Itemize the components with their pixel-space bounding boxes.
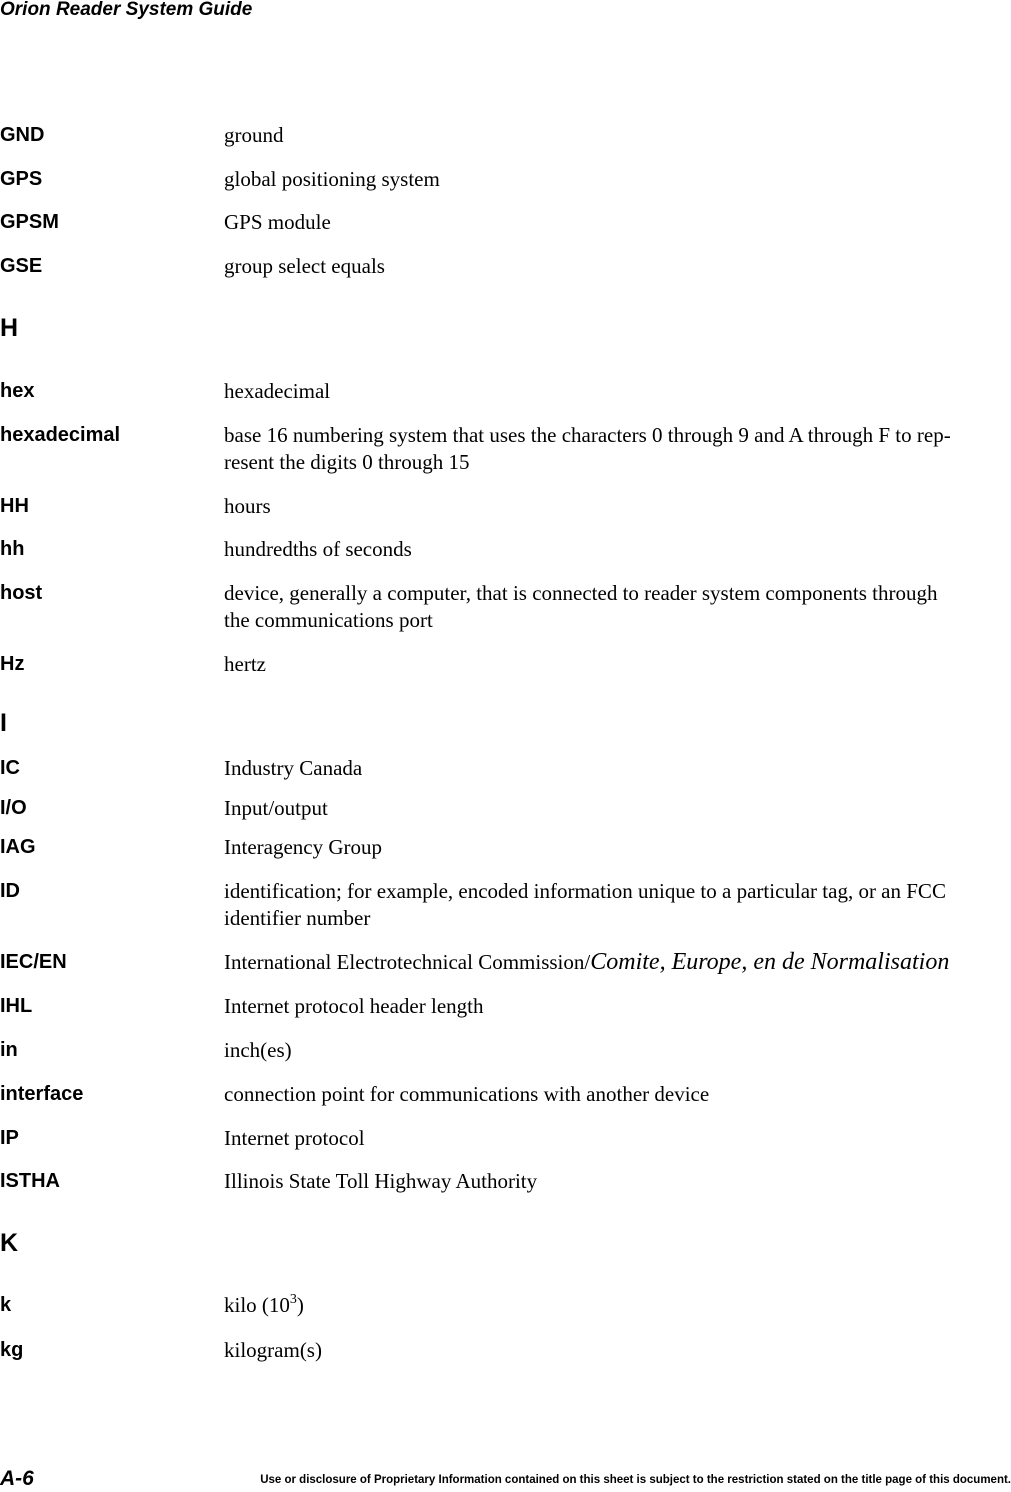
glossary-term: k [0, 1294, 12, 1316]
glossary-term: host [0, 582, 43, 604]
glossary-term: GSE [0, 255, 43, 277]
glossary-term: IEC/EN [0, 951, 67, 973]
glossary-definition: hundredths of seconds [224, 537, 412, 561]
glossary-term: I/O [0, 797, 27, 819]
glossary-definition: connection point for communications with another device [224, 1082, 710, 1106]
glossary-definition: Input/output [224, 796, 328, 820]
glossary-term: hh [0, 538, 25, 560]
glossary-term: hexadecimal [0, 424, 121, 446]
glossary-term: interface [0, 1083, 84, 1105]
glossary-term: IP [0, 1127, 19, 1149]
glossary-definition [224, 1292, 1011, 1319]
section-heading-k: K [0, 1229, 19, 1257]
glossary-definition: base 16 numbering system that uses the characters 0 through 9 and A through F to rep- resent the digits 0 through 15 [224, 423, 951, 474]
glossary-term: IHL [0, 995, 33, 1017]
glossary-term: hex [0, 380, 35, 402]
glossary-definition: Industry Canada [224, 756, 363, 780]
glossary-term: IAG [0, 836, 36, 858]
definition-superscript: 3 [289, 1292, 297, 1307]
definition-text: kilo (10 [224, 1293, 290, 1317]
definition-text: International Electrotechnical Commission/ [224, 950, 591, 974]
glossary-definition: hexadecimal [224, 379, 331, 403]
glossary-definition: global positioning system [224, 167, 440, 191]
glossary-definition: inch(es) [224, 1038, 292, 1062]
glossary-term: ISTHA [0, 1170, 60, 1192]
glossary-term: kg [0, 1339, 24, 1361]
glossary-term: HH [0, 495, 29, 517]
glossary-term: IC [0, 757, 20, 779]
section-heading-i: I [0, 709, 7, 737]
glossary-term: GPS [0, 168, 43, 190]
section-heading-h: H [0, 314, 19, 342]
glossary-term: GPSM [0, 211, 59, 233]
definition-suffix: ) [296, 1293, 304, 1317]
glossary-term: Hz [0, 653, 25, 675]
glossary-definition: hertz [224, 652, 266, 676]
glossary-term: ID [0, 880, 20, 902]
glossary-definition: GPS module [224, 210, 331, 234]
glossary-definition [224, 949, 1011, 976]
page-number: A-6 [0, 1467, 34, 1490]
glossary-definition: Illinois State Toll Highway Authority [224, 1169, 538, 1193]
glossary-term: in [0, 1039, 18, 1061]
glossary-definition: kilogram(s) [224, 1338, 322, 1362]
glossary-definition: group select equals [224, 254, 385, 278]
proprietary-notice: Use or disclosure of Proprietary Information contained on this sheet is subject to the restriction stated on the title page of this document. [260, 1474, 1011, 1486]
glossary-definition: hours [224, 494, 271, 518]
glossary-definition: ground [224, 123, 284, 147]
glossary-definition: Interagency Group [224, 835, 383, 859]
glossary-term: GND [0, 124, 45, 146]
glossary-definition: Internet protocol [224, 1126, 365, 1150]
glossary-definition: identification; for example, encoded information unique to a particular tag, or an FCC identifier number [224, 879, 946, 930]
page-header-title: Orion Reader System Guide [0, 0, 253, 20]
glossary-definition: device, generally a computer, that is connected to reader system components through the communications port [224, 581, 938, 632]
glossary-definition: Internet protocol header length [224, 994, 484, 1018]
definition-italic-text: Comite, Europe, en de Normalisation [590, 949, 950, 975]
